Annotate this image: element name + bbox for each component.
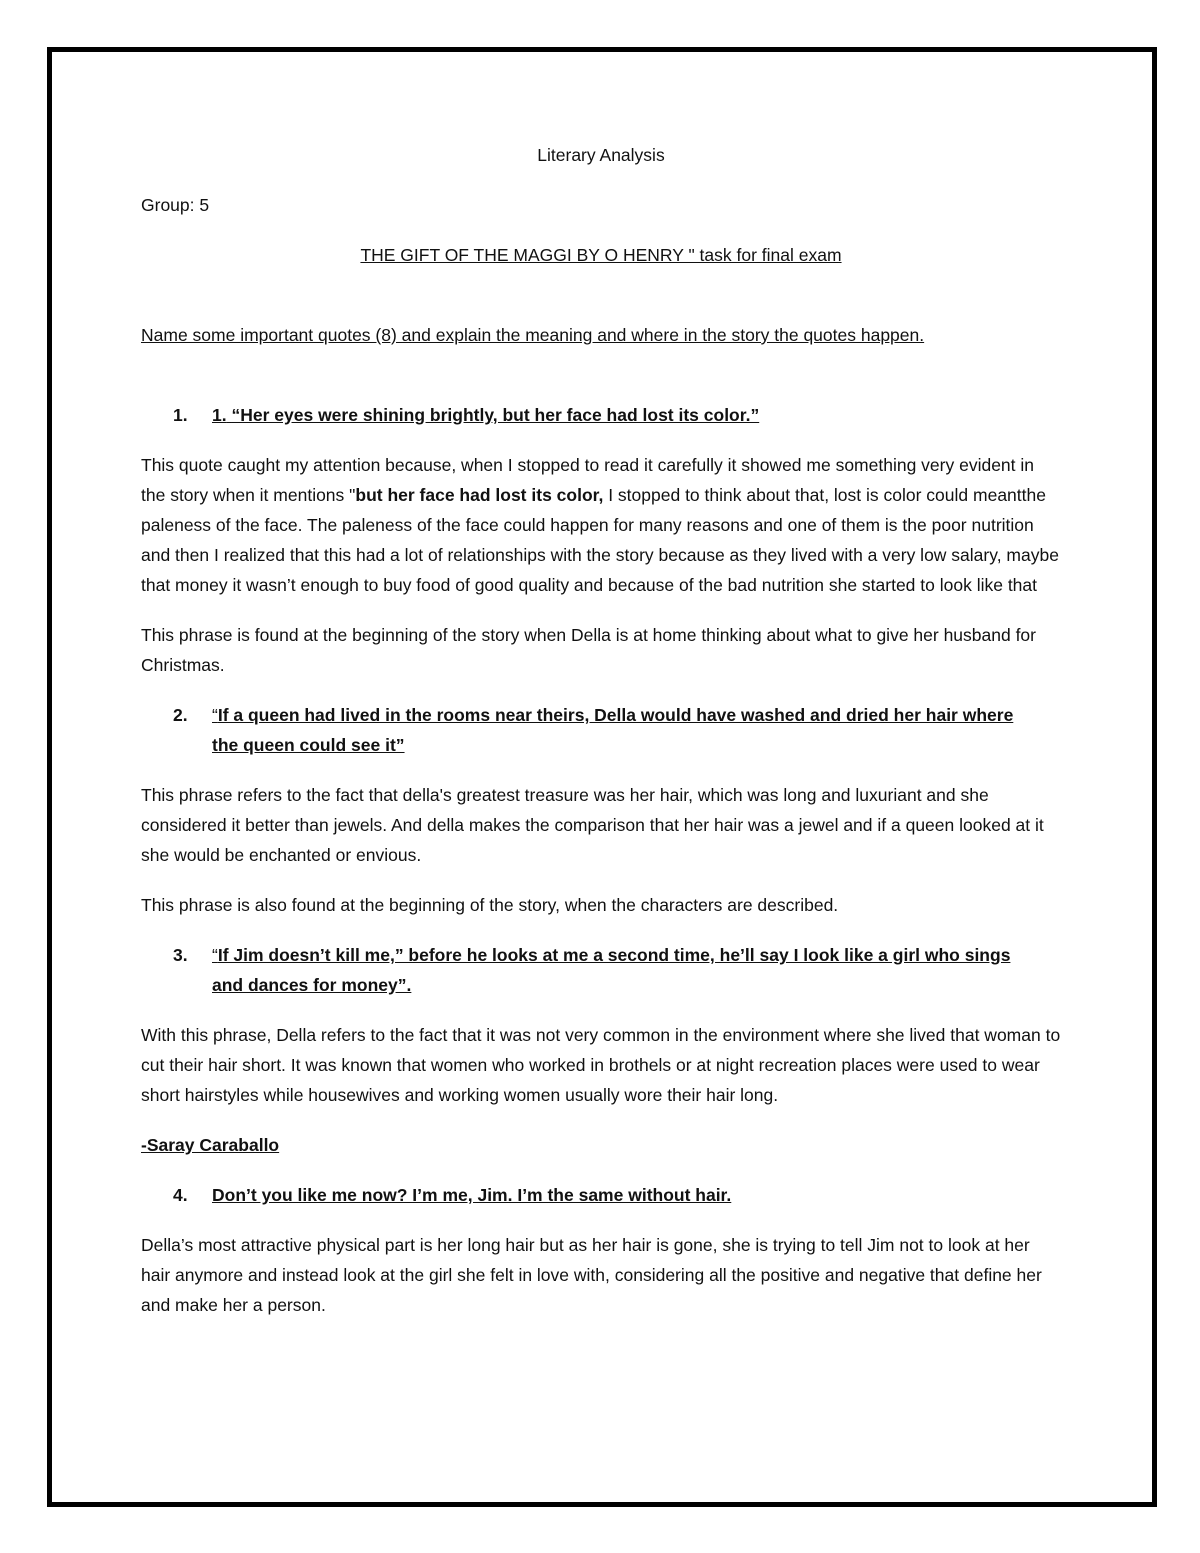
quote-item-4: [141, 1180, 1061, 1210]
group-label: Group: 5: [141, 195, 210, 215]
explanation-paragraph: Della’s most attractive physical part is her long hair but as her hair is gone, she is trying to tell Jim not to look at her hair anymore and instead look at the girl she felt in love with, considering all the positive and negative that define her and make her a person.: [141, 1235, 1042, 1315]
assignment-instruction: Name some important quotes (8) and explain the meaning and where in the story the quotes happen.: [141, 325, 925, 345]
quote-body: “Her eyes were shining brightly, but her face had lost its color.”: [231, 405, 760, 425]
paragraph-emphasis: but her face had lost its color,: [355, 485, 604, 505]
paragraph-text: I stopped to think about that, lost is color could meantthe paleness of the face. The paleness of the face could happen for many reasons and one of them is the poor nutrition and then I realized that this had a lot of relationships with the story because as they lived with a very low salary, maybe that money it wasn’t enough to buy food of good quality and because of the bad nutrition she started to look like that: [141, 485, 1059, 595]
quote-prefix: 1.: [212, 405, 227, 425]
quote-text: [212, 940, 1061, 1000]
quote-item-2: [141, 700, 1061, 760]
quote-text: [212, 700, 1061, 760]
assignment-subtitle: THE GIFT OF THE MAGGI BY O HENRY " task for final exam: [360, 245, 842, 265]
quote-prefix: “: [212, 705, 218, 725]
explanation-paragraph: With this phrase, Della refers to the fact that it was not very common in the environment where she lived that woman to cut their hair short. It was known that women who worked in brothels or at night recreation places were used to wear short hairstyles while housewives and working women usually wore their hair long.: [141, 1025, 1061, 1105]
explanation-paragraph: This phrase refers to the fact that della's greatest treasure was her hair, which was long and luxuriant and she considered it better than jewels. And della makes the comparison that her hair was a jewel and if a queen looked at it she would be enchanted or envious.: [141, 785, 1044, 865]
quote-number: 1.: [173, 405, 188, 425]
quote-item-1: [141, 400, 1061, 430]
quote-text: [212, 400, 1061, 430]
quote-number: 2.: [173, 705, 188, 725]
quote-text: [212, 1180, 1061, 1210]
document-body: [141, 140, 1061, 1340]
quote-item-3: [141, 940, 1061, 1000]
quote-body: Don’t you like me now? I’m me, Jim. I’m the same without hair.: [212, 1185, 732, 1205]
paragraph-text: This quote caught my attention because, when I stopped to read it carefully it showed me something very evident in the story when it mentions ": [141, 455, 1035, 505]
quote-body: If a queen had lived in the rooms near theirs, Della would have washed and dried her hair where the queen could see it”: [212, 705, 1014, 755]
location-paragraph: This phrase is found at the beginning of the story when Della is at home thinking about what to give her husband for Christmas.: [141, 625, 1036, 675]
explanation-paragraph: [141, 450, 1061, 600]
quote-prefix: “: [212, 945, 218, 965]
quote-number: 3.: [173, 945, 188, 965]
author-signature: -Saray Caraballo: [141, 1135, 280, 1155]
quote-number: 4.: [173, 1185, 188, 1205]
quote-body: If Jim doesn’t kill me,” before he looks at me a second time, he’ll say I look like a girl who sings and dances for money”.: [212, 945, 1011, 995]
location-paragraph: This phrase is also found at the beginning of the story, when the characters are described.: [141, 895, 839, 915]
document-title: Literary Analysis: [537, 145, 665, 165]
